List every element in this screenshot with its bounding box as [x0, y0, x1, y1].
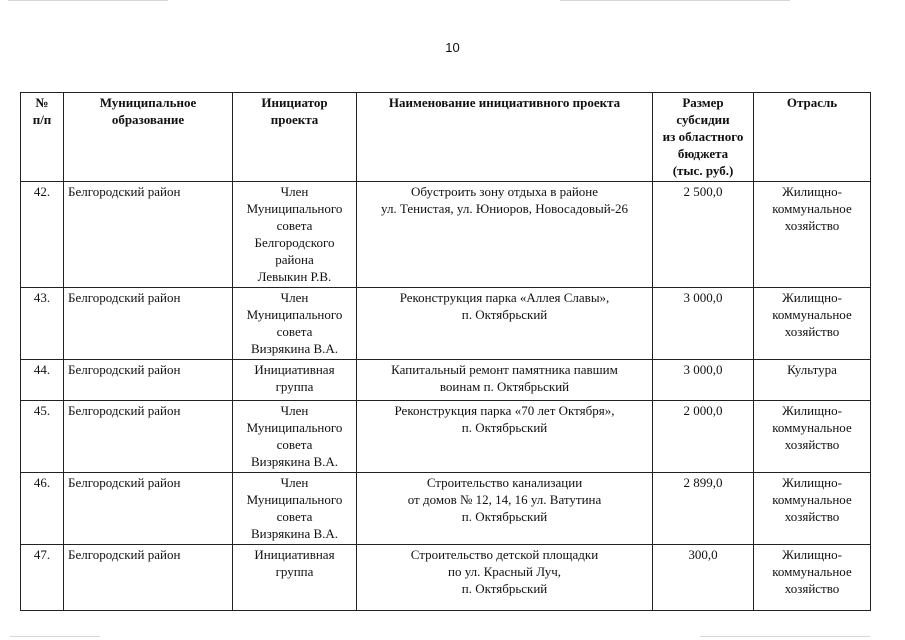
row-municipality: Белгородский район [64, 473, 233, 545]
row-initiator: Инициативная группа [233, 545, 357, 611]
row-number: 46. [21, 473, 64, 545]
header-no: № п/п [21, 93, 64, 182]
row-project: Обустроить зону отдыха в районе ул. Тенистая, ул. Юниоров, Новосадовый-26 [357, 182, 653, 288]
subsidy-table [20, 92, 871, 611]
table-row [21, 545, 871, 611]
header-project: Наименование инициативного проекта [357, 93, 653, 182]
row-number: 47. [21, 545, 64, 611]
row-municipality: Белгородский район [64, 401, 233, 473]
row-project: Реконструкция парка «70 лет Октября», п. Октябрьский [357, 401, 653, 473]
row-branch: Жилищно- коммунальное хозяйство [754, 288, 871, 360]
row-branch: Жилищно- коммунальное хозяйство [754, 401, 871, 473]
table-row [21, 401, 871, 473]
row-subsidy: 2 899,0 [653, 473, 754, 545]
header-subsidy: Размер субсидии из областного бюджета (тыс. руб.) [653, 93, 754, 182]
bottom-edge-line-left [10, 636, 100, 637]
row-subsidy: 2 500,0 [653, 182, 754, 288]
row-project: Строительство детской площадки по ул. Красный Луч, п. Октябрьский [357, 545, 653, 611]
row-subsidy: 2 000,0 [653, 401, 754, 473]
row-municipality: Белгородский район [64, 360, 233, 401]
page-number: 10 [445, 40, 460, 55]
row-initiator: Член Муниципального совета Визрякина В.А. [233, 401, 357, 473]
table-row [21, 182, 871, 288]
row-municipality: Белгородский район [64, 545, 233, 611]
row-project: Строительство канализации от домов № 12, 14, 16 ул. Ватутина п. Октябрьский [357, 473, 653, 545]
row-project: Капитальный ремонт памятника павшим воинам п. Октябрьский [357, 360, 653, 401]
row-initiator: Член Муниципального совета Визрякина В.А. [233, 288, 357, 360]
header-municipality: Муниципальное образование [64, 93, 233, 182]
header-branch: Отрасль [754, 93, 871, 182]
table-row [21, 360, 871, 401]
row-number: 44. [21, 360, 64, 401]
row-subsidy: 3 000,0 [653, 360, 754, 401]
row-initiator: Член Муниципального совета Визрякина В.А. [233, 473, 357, 545]
table-header-row [21, 93, 871, 182]
row-municipality: Белгородский район [64, 182, 233, 288]
top-edge-line-right [560, 0, 790, 1]
row-initiator: Член Муниципального совета Белгородского района Левыкин Р.В. [233, 182, 357, 288]
top-edge-line-left [8, 0, 168, 1]
row-municipality: Белгородский район [64, 288, 233, 360]
row-subsidy: 300,0 [653, 545, 754, 611]
row-branch: Жилищно- коммунальное хозяйство [754, 545, 871, 611]
row-initiator: Инициативная группа [233, 360, 357, 401]
table-row [21, 473, 871, 545]
row-branch: Жилищно- коммунальное хозяйство [754, 473, 871, 545]
row-number: 43. [21, 288, 64, 360]
bottom-edge-line-right [700, 636, 870, 637]
row-branch: Жилищно- коммунальное хозяйство [754, 182, 871, 288]
row-number: 42. [21, 182, 64, 288]
row-number: 45. [21, 401, 64, 473]
row-branch: Культура [754, 360, 871, 401]
row-subsidy: 3 000,0 [653, 288, 754, 360]
table-row [21, 288, 871, 360]
header-initiator: Инициатор проекта [233, 93, 357, 182]
row-project: Реконструкция парка «Аллея Славы», п. Октябрьский [357, 288, 653, 360]
